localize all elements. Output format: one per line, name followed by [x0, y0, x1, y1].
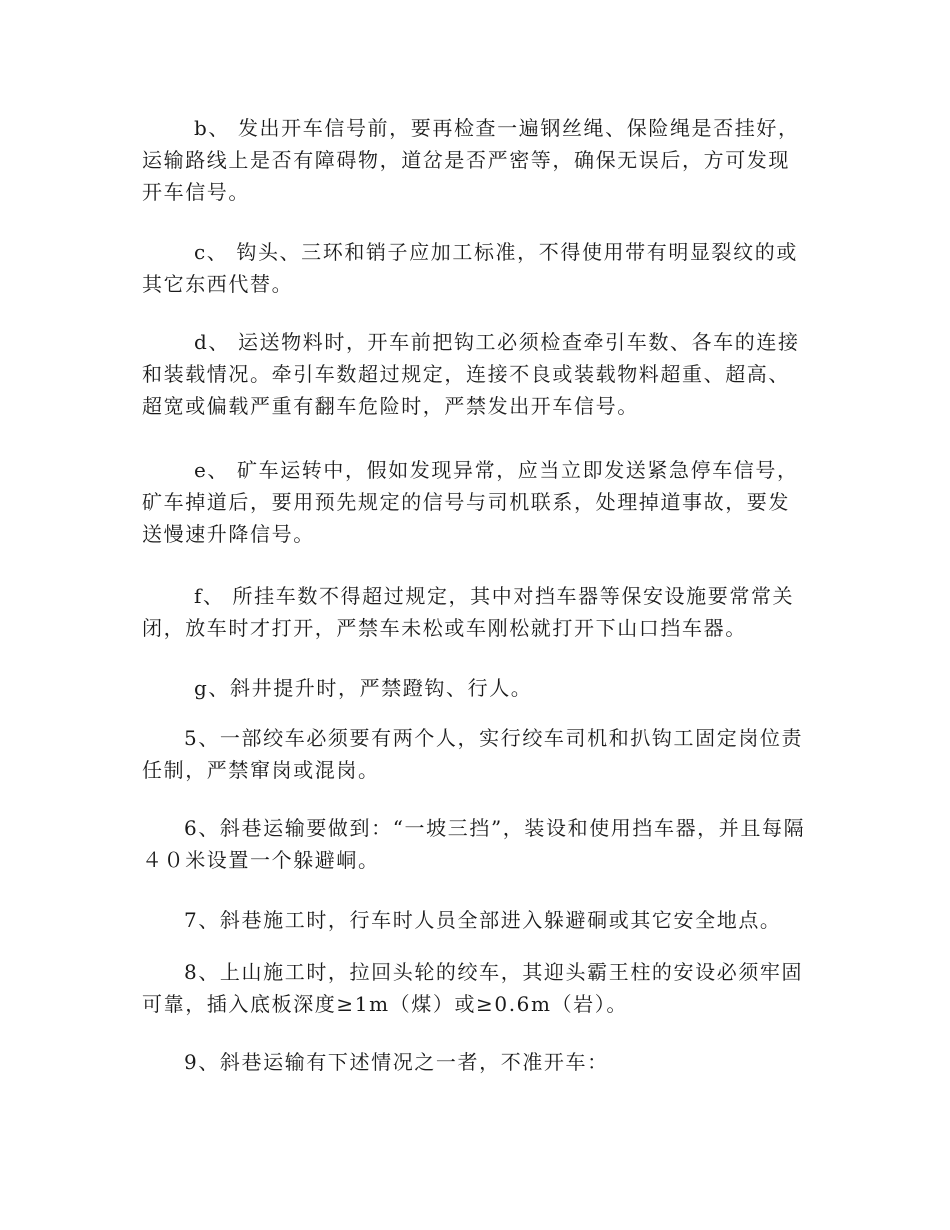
paragraph-f: f、 所挂车数不得超过规定，其中对挡车器等保安设施要常常关闭，放车时才打开，严禁车未松或车刚松就打开下山口挡车器。 — [142, 584, 795, 640]
paragraph-c: c、 钩头、三环和销子应加工标准，不得使用带有明显裂纹的或其它东西代替。 — [142, 240, 798, 296]
paragraph-g: g、斜井提升时，严禁蹬钩、行人。 — [194, 676, 533, 700]
paragraph-5: 5、一部绞车必须要有两个人，实行绞车司机和扒钩工固定岗位责任制，严禁窜岗或混岗。 — [142, 726, 804, 782]
paragraph-b: b、 发出开车信号前，要再检查一遍钢丝绳、保险绳是否挂好，运输路线上是否有障碍物，道岔是否严密等，确保无误后，方可发现开车信号。 — [142, 116, 800, 204]
paragraph-e: e、 矿车运转中，假如发现异常，应当立即发送紧急停车信号，矿车掉道后，要用预先规定的信号与司机联系，处理掉道事故，要发送慢速升降信号。 — [142, 458, 799, 546]
paragraph-9: 9、斜巷运输有下述情况之一者，不准开车： — [184, 1050, 609, 1074]
paragraph-7: 7、斜巷施工时，行车时人员全部进入躲避硐或其它安全地点。 — [184, 908, 782, 932]
paragraph-8: 8、上山施工时，拉回头轮的绞车，其迎头霸王柱的安设必须牢固可靠，插入底板深度≥1m（煤）或≥0.6m（岩）。 — [142, 960, 804, 1016]
paragraph-d: d、 运送物料时，开车前把钩工必须检查牵引车数、各车的连接和装载情况。牵引车数超过规定，连接不良或装载物料超重、超高、超宽或偏载严重有翻车危险时，严禁发出开车信号。 — [142, 330, 800, 418]
paragraph-6: 6、斜巷运输要做到：“一坡三挡”，装设和使用挡车器，并且每隔４０米设置一个躲避峒。 — [142, 816, 806, 872]
